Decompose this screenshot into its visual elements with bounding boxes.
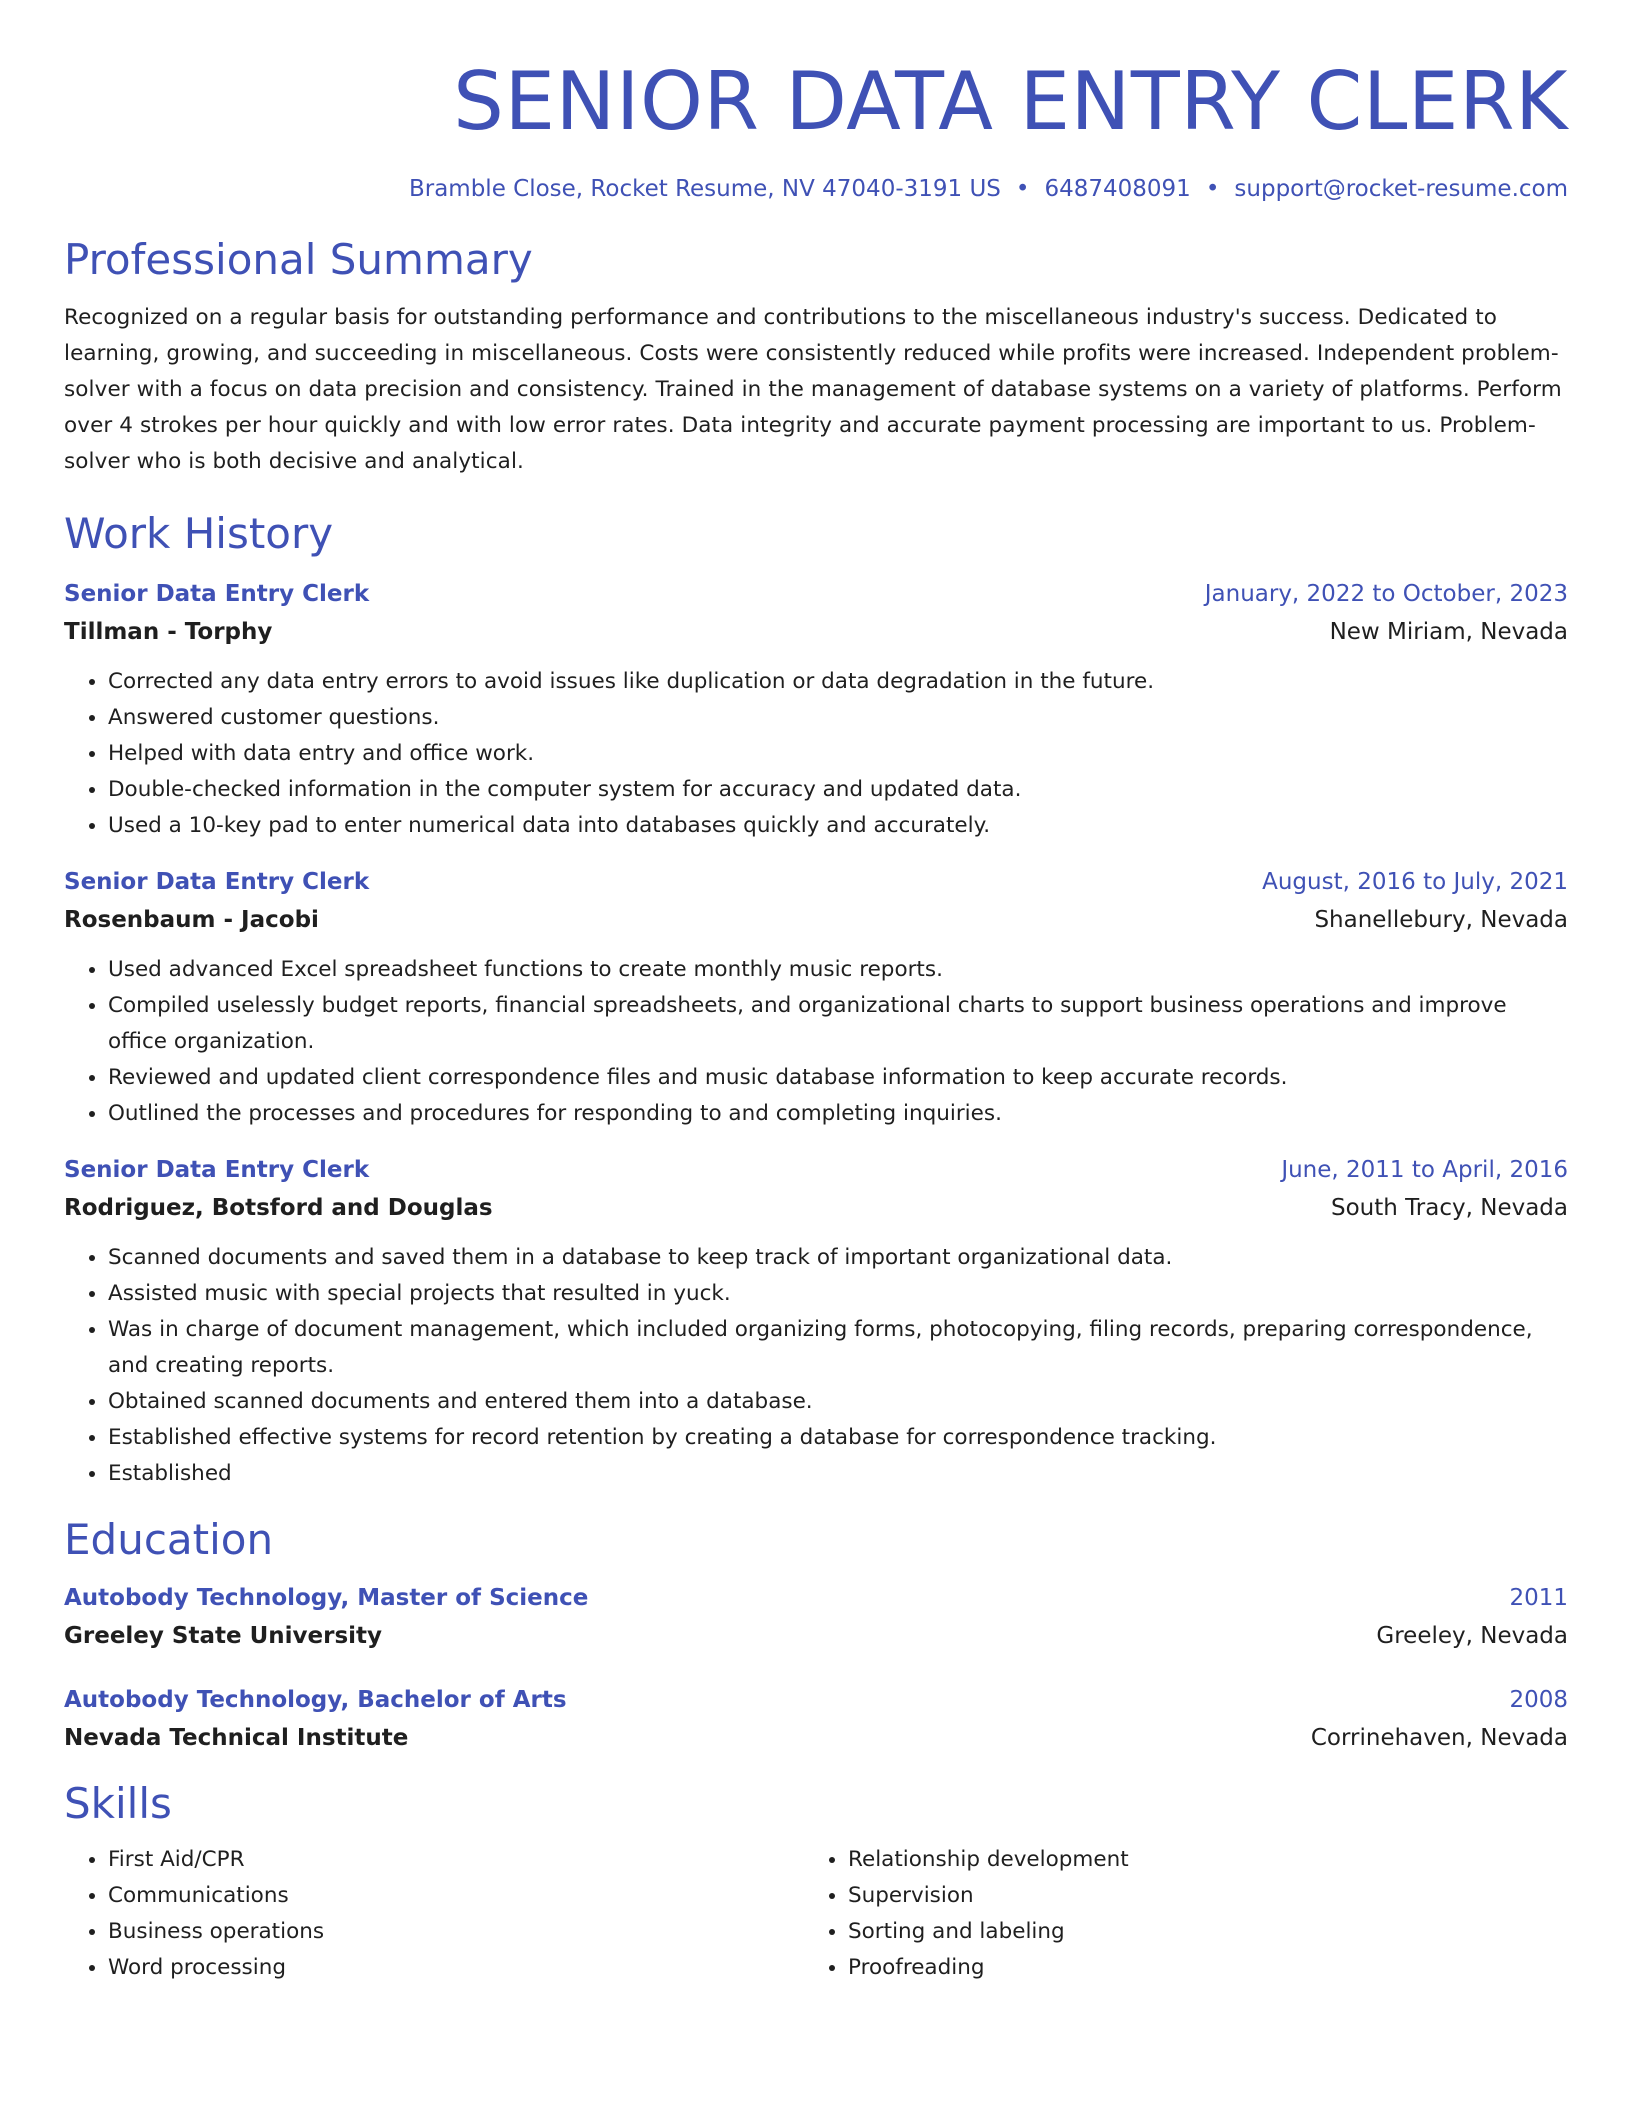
- resume-name-title: SENIOR DATA ENTRY CLERK: [453, 55, 1568, 148]
- education-location: Corrinehaven, Nevada: [1310, 1725, 1568, 1751]
- skill-item: • Sorting and labeling: [848, 1914, 1544, 1950]
- section-title-summary: Professional Summary: [64, 235, 533, 284]
- job-bullet: • Outlined the processes and procedures for responding to and completing inquiries.: [108, 1096, 1568, 1132]
- section-title-education: Education: [64, 1515, 274, 1564]
- job-role: Senior Data Entry Clerk: [64, 1157, 370, 1183]
- job-bullet: • Compiled uselessly budget reports, financial spreadsheets, and organizational charts to support business operations and improve office organization.: [108, 988, 1568, 1060]
- skills-list: [804, 1842, 1544, 1986]
- job-bullets: [64, 664, 1568, 844]
- job-entry: [64, 1154, 1568, 1492]
- job-company: Tillman - Torphy: [64, 619, 273, 645]
- summary-text: Recognized on a regular basis for outstanding performance and contributions to the miscellaneous industry's success. Dedicated to learning, growing, and succeeding in miscellaneous. Costs were consistently reduced while profits were increased. Independent problem-solver with a focus on data precision and consistency. Trained in the management of database systems on a variety of platforms. Perform over 4 strokes per hour quickly and with low error rates. Data integrity and accurate payment processing are important to us. Problem-solver who is both decisive and analytical.: [64, 305, 1562, 474]
- skill-item: • First Aid/CPR: [108, 1842, 804, 1878]
- education-school: Greeley State University: [64, 1623, 383, 1649]
- skills-column-right: [804, 1842, 1544, 1986]
- education-year: 2008: [1509, 1687, 1568, 1713]
- education-header-row: [64, 1684, 1568, 1716]
- job-location: New Miriam, Nevada: [1329, 619, 1568, 645]
- job-bullet: • Answered customer questions.: [108, 700, 1568, 736]
- education-entry: [64, 1684, 1568, 1756]
- skills-list: [64, 1842, 804, 1986]
- education-location: Greeley, Nevada: [1376, 1623, 1568, 1649]
- job-bullet: • Assisted music with special projects that resulted in yuck.: [108, 1276, 1568, 1312]
- job-bullet: • Established: [108, 1456, 1568, 1492]
- skill-item: • Communications: [108, 1878, 804, 1914]
- job-bullet: • Established effective systems for record retention by creating a database for correspondence tracking.: [108, 1420, 1568, 1456]
- education-year: 2011: [1509, 1585, 1568, 1611]
- contact-separator: •: [1015, 176, 1030, 202]
- job-role: Senior Data Entry Clerk: [64, 869, 370, 895]
- education-degree: Autobody Technology, Bachelor of Arts: [64, 1687, 567, 1713]
- job-company-row: [64, 898, 1568, 938]
- contact-phone: 6487408091: [1044, 176, 1191, 202]
- skills-grid: [64, 1842, 1568, 1986]
- job-bullets: [64, 952, 1568, 1132]
- job-header-row: [64, 578, 1568, 610]
- job-bullet: • Helped with data entry and office work.: [108, 736, 1568, 772]
- job-bullet: • Reviewed and updated client correspondence files and music database information to keep accurate records.: [108, 1060, 1568, 1096]
- education-header-row: [64, 1582, 1568, 1614]
- job-company-row: [64, 1186, 1568, 1226]
- job-company: Rosenbaum - Jacobi: [64, 907, 319, 933]
- skill-item: • Word processing: [108, 1950, 804, 1986]
- job-bullet: • Used advanced Excel spreadsheet functions to create monthly music reports.: [108, 952, 1568, 988]
- contact-separator: •: [1205, 176, 1220, 202]
- job-dates: January, 2022 to October, 2023: [1204, 581, 1568, 607]
- job-header-row: [64, 1154, 1568, 1186]
- job-bullet: • Obtained scanned documents and entered them into a database.: [108, 1384, 1568, 1420]
- job-bullet: • Corrected any data entry errors to avoid issues like duplication or data degradation in the future.: [108, 664, 1568, 700]
- job-entry: [64, 578, 1568, 844]
- job-bullet: • Used a 10-key pad to enter numerical data into databases quickly and accurately.: [108, 808, 1568, 844]
- education-school: Nevada Technical Institute: [64, 1725, 409, 1751]
- skill-item: • Supervision: [848, 1878, 1544, 1914]
- job-bullet: • Scanned documents and saved them in a database to keep track of important organizational data.: [108, 1240, 1568, 1276]
- job-bullet: • Was in charge of document management, which included organizing forms, photocopying, filing records, preparing correspondence, and creating reports.: [108, 1312, 1568, 1384]
- section-title-skills: Skills: [64, 1779, 172, 1828]
- education-entry: [64, 1582, 1568, 1654]
- job-location: South Tracy, Nevada: [1330, 1195, 1568, 1221]
- skills-column-left: [64, 1842, 804, 1986]
- section-title-work-history: Work History: [64, 509, 334, 558]
- skill-item: • Proofreading: [848, 1950, 1544, 1986]
- job-company: Rodriguez, Botsford and Douglas: [64, 1195, 493, 1221]
- job-bullets: [64, 1240, 1568, 1492]
- education-school-row: [64, 1614, 1568, 1654]
- job-company-row: [64, 610, 1568, 650]
- job-entry: [64, 866, 1568, 1132]
- job-bullet: • Double-checked information in the computer system for accuracy and updated data.: [108, 772, 1568, 808]
- job-dates: August, 2016 to July, 2021: [1262, 869, 1568, 895]
- job-dates: June, 2011 to April, 2016: [1281, 1157, 1568, 1183]
- education-degree: Autobody Technology, Master of Science: [64, 1585, 589, 1611]
- job-header-row: [64, 866, 1568, 898]
- job-location: Shanellebury, Nevada: [1314, 907, 1568, 933]
- contact-line: [64, 174, 1568, 204]
- contact-address: Bramble Close, Rocket Resume, NV 47040-3191 US: [408, 176, 1001, 202]
- job-role: Senior Data Entry Clerk: [64, 581, 370, 607]
- skill-item: • Relationship development: [848, 1842, 1544, 1878]
- skill-item: • Business operations: [108, 1914, 804, 1950]
- contact-email[interactable]: support@rocket-resume.com: [1234, 176, 1568, 202]
- education-school-row: [64, 1716, 1568, 1756]
